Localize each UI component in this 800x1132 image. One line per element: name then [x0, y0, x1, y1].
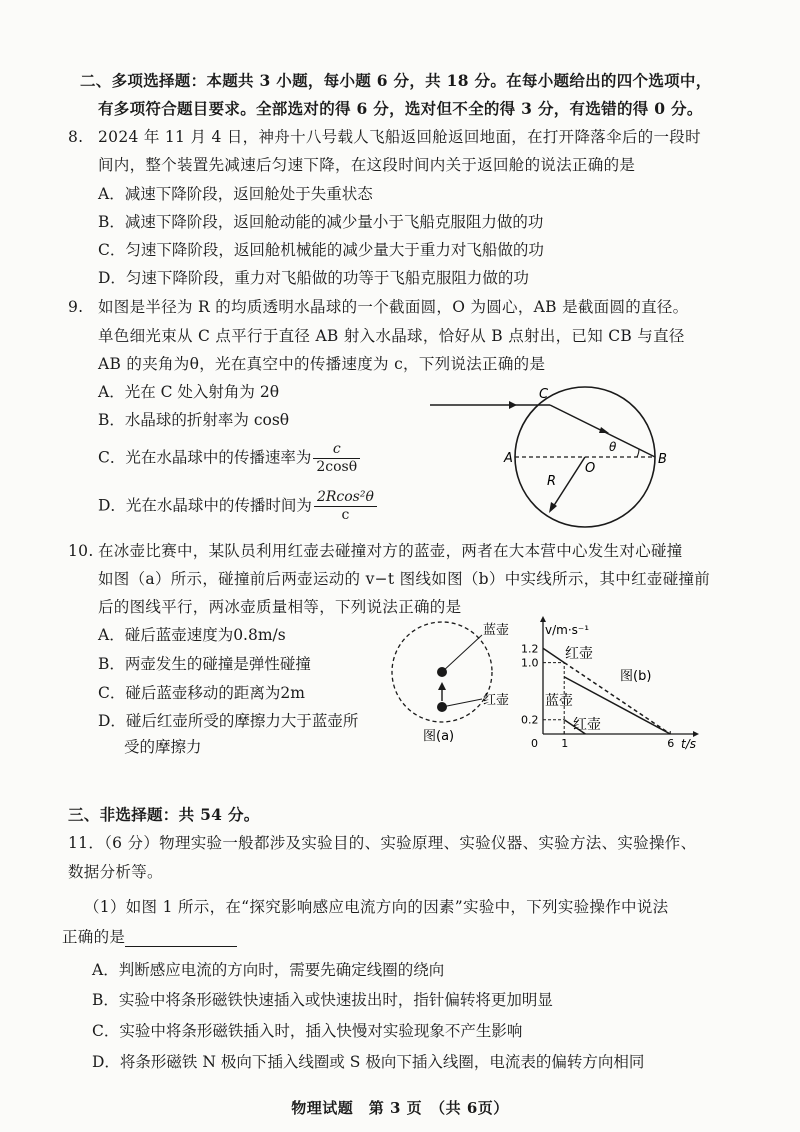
q10-figure-b-vt-graph [515, 612, 705, 752]
vt-series-line-0 [543, 648, 564, 662]
q9-option-a: A．光在 C 处入射角为 2θ [98, 383, 280, 401]
section3-heading: 三、非选择题：共 54 分。 [68, 805, 260, 824]
label-b: B [658, 452, 667, 467]
q10-stem-line3: 后的图线平行，两冰壶质量相等，下列说法正确的是 [98, 598, 462, 616]
blue-stone-leader [442, 635, 482, 672]
vt-red-label-bottom: 红壶 [573, 717, 601, 733]
incident-ray-arrow-icon [509, 401, 517, 409]
section2-heading-line2: 有多项符合题目要求。全部选对的得 6 分，选对但不全的得 3 分，有选错的得 0 分。 [98, 99, 703, 118]
section2-heading-line1: 二、多项选择题：本题共 3 小题，每小题 6 分，共 18 分。在每小题给出的四个选项中， [80, 71, 712, 90]
q9-stem-line1: 如图是半径为 R 的均质透明水晶球的一个截面圆，O 为圆心，AB 是截面圆的直径。 [98, 298, 689, 316]
q10-option-b: B．两壶发生的碰撞是弹性碰撞 [98, 655, 311, 673]
q10-option-a: A．碰后蓝壶速度为0.8m/s [98, 626, 286, 644]
vt-y-tick-label: 1.2 [521, 642, 539, 656]
q9-stem-line2: 单色细光束从 C 点平行于直径 AB 射入水晶球，恰好从 B 点射出，已知 CB 与直径 [98, 327, 685, 345]
q9-option-c-numerator: c [313, 441, 360, 459]
q9-option-d-numerator: 2Rcos²θ [314, 489, 377, 507]
vt-xlabel: t/s [681, 737, 696, 751]
q10-stem-line1: 在冰壶比赛中，某队员利用红壶去碰撞对方的蓝壶，两者在大本营中心发生对心碰撞 [98, 542, 683, 560]
vt-x-tick-label: 0 [531, 737, 538, 750]
q9-option-d-fraction [314, 489, 377, 524]
label-o: O [585, 461, 596, 476]
q10-option-d: D．碰后红壶所受的摩擦力大于蓝壶所 [98, 712, 359, 730]
refracted-ray-arrow-icon [599, 427, 609, 433]
q8-option-b: B．减速下降阶段，返回舱动能的减少量小于飞船克服阻力做的功 [98, 213, 544, 231]
q9-option-c-denominator: 2cosθ [316, 459, 358, 475]
q9-option-c-fraction [313, 441, 360, 476]
q10-option-c: C．碰后蓝壶移动的距离为2m [98, 684, 305, 702]
velocity-arrow-icon [438, 682, 446, 690]
q9-option-b: B．水晶球的折射率为 cosθ [98, 411, 290, 429]
red-stone-leader [442, 699, 482, 707]
q10-option-d-continued: 受的摩擦力 [124, 738, 202, 756]
q11-stem-line1: 11．（6 分）物理实验一般都涉及实验目的、实验原理、实验仪器、实验方法、实验操作、 [68, 834, 697, 852]
red-stone-label: 红壶 [483, 693, 510, 708]
vt-y-arrow-icon [540, 616, 546, 622]
q9-option-d [98, 489, 377, 524]
theta-arc [637, 449, 639, 457]
q11-option-c: C．实验中将条形磁铁插入时，插入快慢对实验现象不产生影响 [92, 1022, 523, 1040]
q8-option-c: C．匀速下降阶段，返回舱机械能的减少量大于重力对飞船做的功 [98, 241, 544, 259]
q9-option-d-denominator: c [341, 507, 350, 523]
q11-sub1-line2 [62, 927, 237, 947]
q8-option-a: A．减速下降阶段，返回舱处于失重状态 [98, 185, 373, 203]
label-c: C [539, 387, 549, 402]
vt-x-tick-label: 1 [561, 737, 569, 750]
vt-caption: 图(b) [620, 669, 652, 684]
label-theta: θ [609, 440, 617, 454]
q9-number: 9. [68, 298, 84, 316]
q11-option-d: D．将条形磁铁 N 极向下插入线圈或 S 极向下插入线圈，电流表的偏转方向相同 [92, 1053, 645, 1071]
label-a: A [504, 451, 513, 466]
vt-x-tick-label: 6 [667, 737, 675, 750]
q9-sphere-figure [425, 380, 675, 545]
q9-option-c [98, 441, 360, 476]
q9-option-c-text: C．光在水晶球中的传播速率为 [98, 448, 312, 467]
label-r: R [547, 474, 557, 489]
q11-sub1-line1: （1）如图 1 所示，在“探究影响感应电流方向的因素”实验中，下列实验操作中说法 [84, 898, 669, 916]
q11-option-b: B．实验中将条形磁铁快速插入或快速拔出时，指针偏转将更加明显 [92, 991, 553, 1009]
vt-ylabel: v/m·s⁻¹ [545, 623, 590, 637]
q9-stem-line3: AB 的夹角为θ，光在真空中的传播速度为 c，下列说法正确的是 [98, 355, 546, 373]
page-footer: 物理试题 第 3 页 （共 6页） [291, 1099, 509, 1117]
q10-figure-a [385, 615, 525, 750]
q9-option-d-text: D．光在水晶球中的传播时间为 [98, 496, 312, 515]
vt-red-label-top: 红壶 [565, 646, 593, 662]
answer-blank[interactable] [125, 932, 237, 947]
q8-stem-line2: 间内，整个装置先减速后匀速下降，在这段时间内关于返回舱的说法正确的是 [98, 156, 636, 174]
q10-stem-line2: 如图（a）所示，碰撞前后两壶运动的 v−t 图线如图（b）中实线所示，其中红壶碰撞前 [98, 570, 711, 588]
q11-sub1-line2-text: 正确的是 [62, 928, 126, 946]
figure-a-caption: 图(a) [423, 729, 455, 744]
vt-blue-label: 蓝壶 [545, 693, 573, 709]
q11-option-a: A．判断感应电流的方向时，需要先确定线圈的绕向 [92, 961, 445, 979]
q8-stem-line1: 2024 年 11 月 4 日，神舟十八号载人飞船返回舱返回地面，在打开降落伞后的一段时 [98, 128, 701, 146]
vt-y-tick-label: 0.2 [521, 713, 539, 727]
radius-r [553, 457, 585, 507]
vt-series [543, 648, 670, 734]
q10-number: 10. [68, 542, 94, 560]
q11-stem-line2: 数据分析等。 [68, 863, 163, 881]
q8-option-d: D．匀速下降阶段，重力对飞船做的功等于飞船克服阻力做的功 [98, 269, 529, 287]
blue-stone-label: 蓝壶 [483, 623, 510, 638]
q8-number: 8. [68, 128, 84, 146]
vt-y-tick-label: 1.0 [521, 656, 539, 670]
